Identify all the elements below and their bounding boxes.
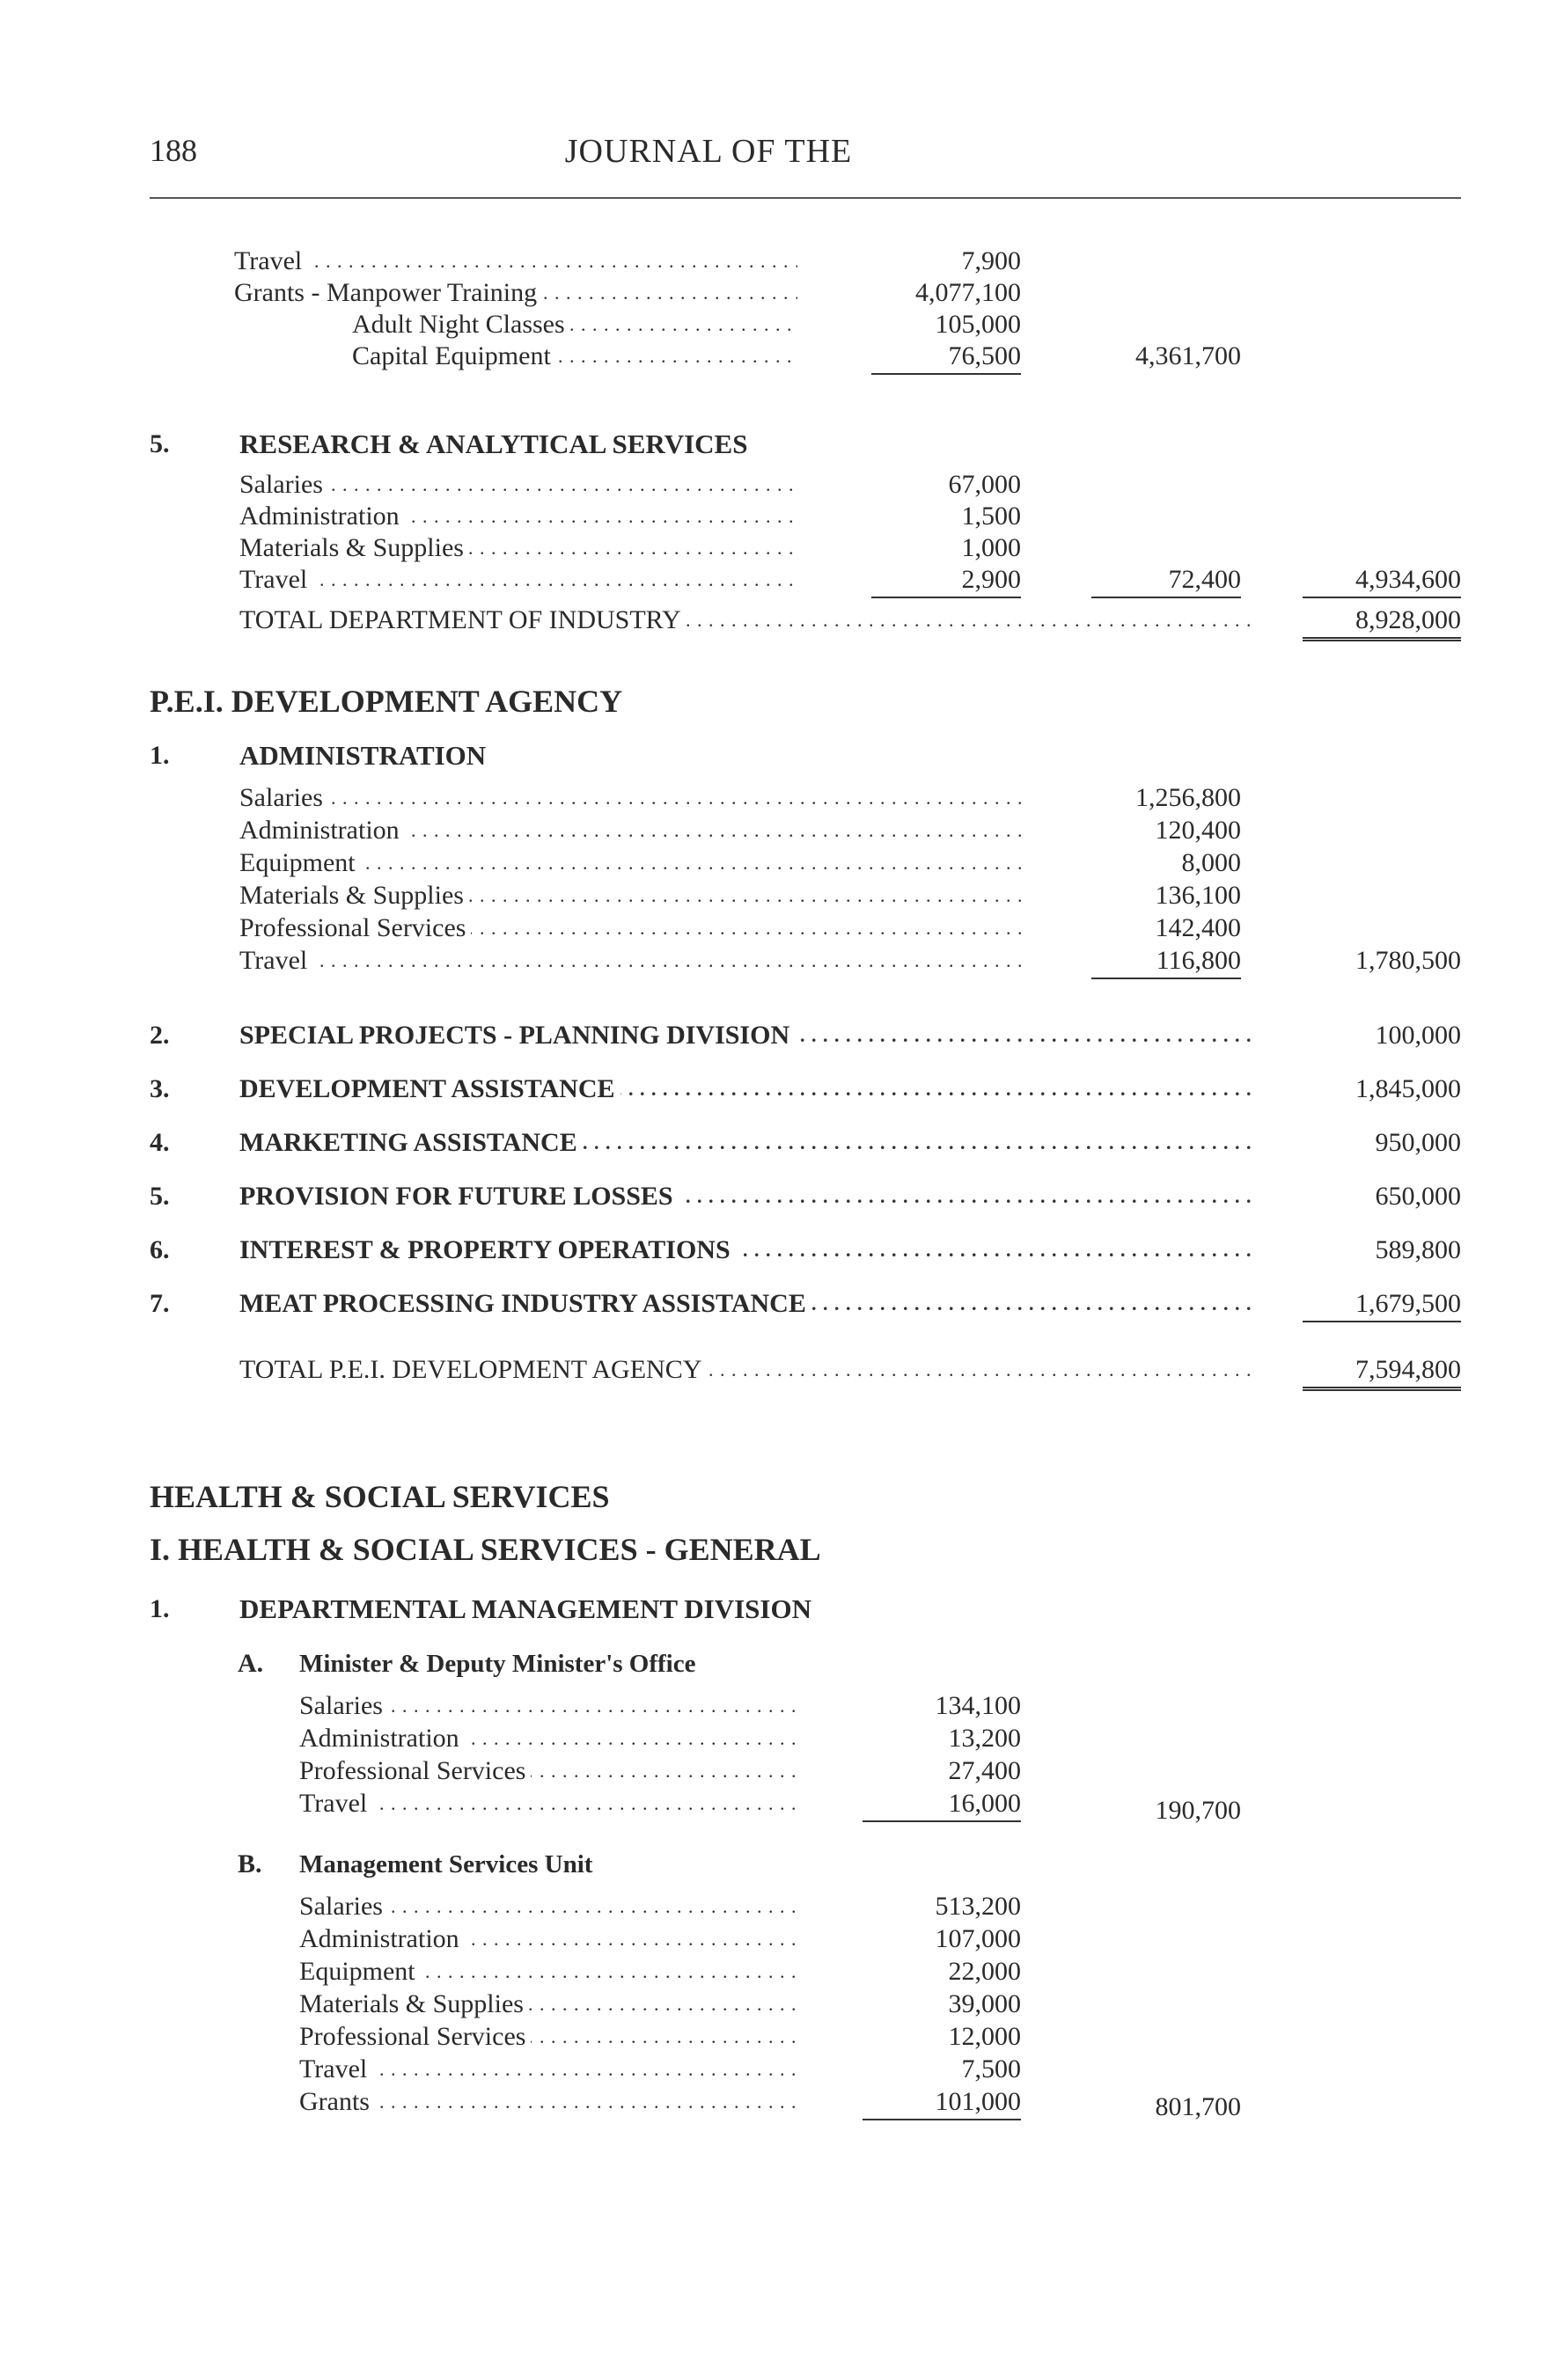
subtotal-amount: 1,780,500 — [1355, 946, 1461, 975]
agency-item — [0, 1180, 1542, 1213]
department-total-amount: 8,928,000 — [1303, 604, 1461, 641]
section-number: 1. — [150, 1594, 170, 1623]
line-item — [0, 276, 1542, 310]
line-item-label: Professional Services — [239, 913, 471, 942]
line-item-label: Salaries — [239, 470, 328, 499]
line-item-label: Salaries — [239, 783, 328, 812]
line-item — [0, 846, 1542, 880]
agency-item-amount: 1,679,500 — [1303, 1287, 1461, 1322]
agency-heading: P.E.I. DEVELOPMENT AGENCY — [150, 684, 623, 719]
subtotal-amount: 801,700 — [1155, 2092, 1241, 2121]
line-item — [0, 912, 1542, 945]
line-item-amount: 116,800 — [1091, 944, 1241, 979]
section-number: 6. — [150, 1235, 170, 1264]
line-item-amount: 1,000 — [961, 533, 1021, 562]
line-item — [0, 308, 1542, 341]
section-number: 5. — [150, 429, 170, 458]
running-header — [150, 132, 1461, 176]
subtotal-amount: 4,361,700 — [1135, 341, 1241, 370]
line-item-label: Grants - Manpower Training — [234, 278, 542, 307]
agency-item-label: MARKETING ASSISTANCE — [239, 1128, 583, 1157]
subsection-letter: B. — [238, 1849, 262, 1878]
agency-item-label: SPECIAL PROJECTS - PLANNING DIVISION — [239, 1021, 795, 1050]
section-number: 2. — [150, 1021, 170, 1050]
line-item-label: Salaries — [299, 1691, 388, 1720]
agency-item — [0, 1287, 1542, 1321]
section-number: 1. — [150, 741, 170, 770]
agency-item — [0, 1073, 1542, 1106]
line-item-label: Travel — [239, 565, 312, 594]
section-number: 4. — [150, 1128, 170, 1157]
line-item-label: Administration — [239, 816, 405, 845]
line-item-amount: 76,500 — [871, 340, 1021, 375]
line-item-label: Salaries — [299, 1892, 388, 1921]
line-item-amount: 67,000 — [948, 470, 1021, 499]
line-item — [0, 340, 1542, 373]
department-subheading: I. HEALTH & SOCIAL SERVICES - GENERAL — [150, 1532, 821, 1567]
agency-item-label: MEAT PROCESSING INDUSTRY ASSISTANCE — [239, 1289, 811, 1318]
line-item-label: Travel — [299, 2054, 372, 2083]
agency-item-label: PROVISION FOR FUTURE LOSSES — [239, 1182, 679, 1211]
line-item-amount: 1,256,800 — [1135, 783, 1241, 812]
line-item-amount: 16,000 — [863, 1787, 1021, 1822]
line-item — [0, 245, 1542, 278]
department-subtotal: 4,934,600 — [1303, 563, 1461, 598]
line-item — [0, 1955, 1542, 1988]
department-total-label: TOTAL DEPARTMENT OF INDUSTRY — [239, 605, 687, 634]
line-item — [0, 531, 1542, 565]
agency-item-amount: 589,800 — [1375, 1235, 1461, 1264]
line-item — [0, 500, 1542, 533]
line-item-amount: 4,077,100 — [915, 278, 1021, 307]
line-item-amount: 136,100 — [1155, 881, 1241, 910]
agency-item — [0, 1234, 1542, 1267]
line-item-amount: 142,400 — [1155, 913, 1241, 942]
line-item — [0, 563, 1542, 597]
line-item-amount: 7,500 — [961, 2054, 1021, 2083]
line-item-label: Equipment — [299, 1957, 421, 1986]
agency-item-amount: 950,000 — [1375, 1128, 1461, 1157]
line-item-amount: 13,200 — [948, 1724, 1021, 1753]
line-item-amount: 39,000 — [948, 1989, 1021, 2018]
line-item-label: Administration — [239, 502, 405, 531]
agency-item-label: INTEREST & PROPERTY OPERATIONS — [239, 1235, 736, 1264]
agency-item — [0, 1019, 1542, 1052]
line-item — [0, 1754, 1542, 1788]
section-heading: ADMINISTRATION — [239, 740, 487, 771]
line-item-label: Grants — [299, 2087, 375, 2116]
section-number: 7. — [150, 1289, 170, 1318]
line-item-amount: 101,000 — [863, 2085, 1021, 2120]
line-item-amount: 2,900 — [871, 563, 1021, 598]
agency-item-amount: 100,000 — [1375, 1021, 1461, 1050]
agency-total-amount: 7,594,800 — [1303, 1353, 1461, 1391]
line-item-label: Capital Equipment — [352, 341, 556, 370]
line-item-amount: 8,000 — [1181, 848, 1241, 877]
line-item-label: Equipment — [239, 848, 361, 877]
line-item-label: Travel — [239, 946, 312, 975]
agency-item — [0, 1126, 1542, 1160]
line-item-amount: 107,000 — [935, 1924, 1021, 1953]
section-number: 3. — [150, 1074, 170, 1103]
department-total-row — [0, 604, 1542, 637]
line-item — [0, 814, 1542, 847]
line-item-amount: 120,400 — [1155, 816, 1241, 845]
agency-total-row — [0, 1353, 1542, 1387]
line-item — [0, 944, 1542, 978]
line-item — [0, 1787, 1542, 1825]
line-item — [0, 2085, 1542, 2119]
line-item — [0, 1722, 1542, 1755]
line-item-label: Administration — [299, 1724, 465, 1753]
line-item-label: Materials & Supplies — [299, 1989, 529, 2018]
line-item-amount: 513,200 — [935, 1892, 1021, 1921]
line-item-amount: 22,000 — [948, 1957, 1021, 1986]
line-item-amount: 134,100 — [935, 1691, 1021, 1720]
agency-item-amount: 650,000 — [1375, 1182, 1461, 1211]
subsection-heading: Minister & Deputy Minister's Office — [299, 1650, 696, 1678]
line-item-label: Professional Services — [299, 1756, 531, 1785]
header-rule — [150, 197, 1461, 199]
line-item-label: Materials & Supplies — [239, 881, 469, 910]
subsection-letter: A. — [238, 1649, 264, 1678]
line-item — [0, 781, 1542, 815]
agency-item-label: DEVELOPMENT ASSISTANCE — [239, 1074, 620, 1103]
line-item — [0, 1890, 1542, 1923]
subtotal-amount: 72,400 — [1091, 563, 1241, 598]
line-item-amount: 1,500 — [961, 502, 1021, 531]
running-title: JOURNAL OF THE — [564, 133, 853, 170]
line-item-label: Travel — [234, 246, 307, 275]
line-item — [0, 1988, 1542, 2021]
line-item — [0, 2020, 1542, 2054]
department-heading: HEALTH & SOCIAL SERVICES — [150, 1479, 610, 1514]
subsection-heading: Management Services Unit — [299, 1850, 593, 1878]
line-item — [0, 1922, 1542, 1956]
line-item — [0, 468, 1542, 502]
line-item-label: Professional Services — [299, 2022, 531, 2051]
line-item-amount: 105,000 — [935, 310, 1021, 339]
line-item-label: Adult Night Classes — [352, 310, 570, 339]
line-item-amount: 7,900 — [961, 246, 1021, 275]
agency-item-amount: 1,845,000 — [1355, 1074, 1461, 1103]
section-number: 5. — [150, 1182, 170, 1211]
subtotal-amount: 190,700 — [1155, 1796, 1241, 1825]
line-item-amount: 27,400 — [948, 1756, 1021, 1785]
line-item-label: Administration — [299, 1924, 465, 1953]
line-item-label: Materials & Supplies — [239, 533, 469, 562]
line-item — [0, 1689, 1542, 1723]
line-item-amount: 12,000 — [948, 2022, 1021, 2051]
line-item-label: Travel — [299, 1789, 372, 1818]
page-number: 188 — [150, 133, 197, 168]
agency-total-label: TOTAL P.E.I. DEVELOPMENT AGENCY — [239, 1355, 707, 1384]
section-heading: RESEARCH & ANALYTICAL SERVICES — [239, 428, 748, 459]
division-heading: DEPARTMENTAL MANAGEMENT DIVISION — [239, 1593, 811, 1624]
line-item — [0, 2053, 1542, 2086]
line-item — [0, 879, 1542, 912]
